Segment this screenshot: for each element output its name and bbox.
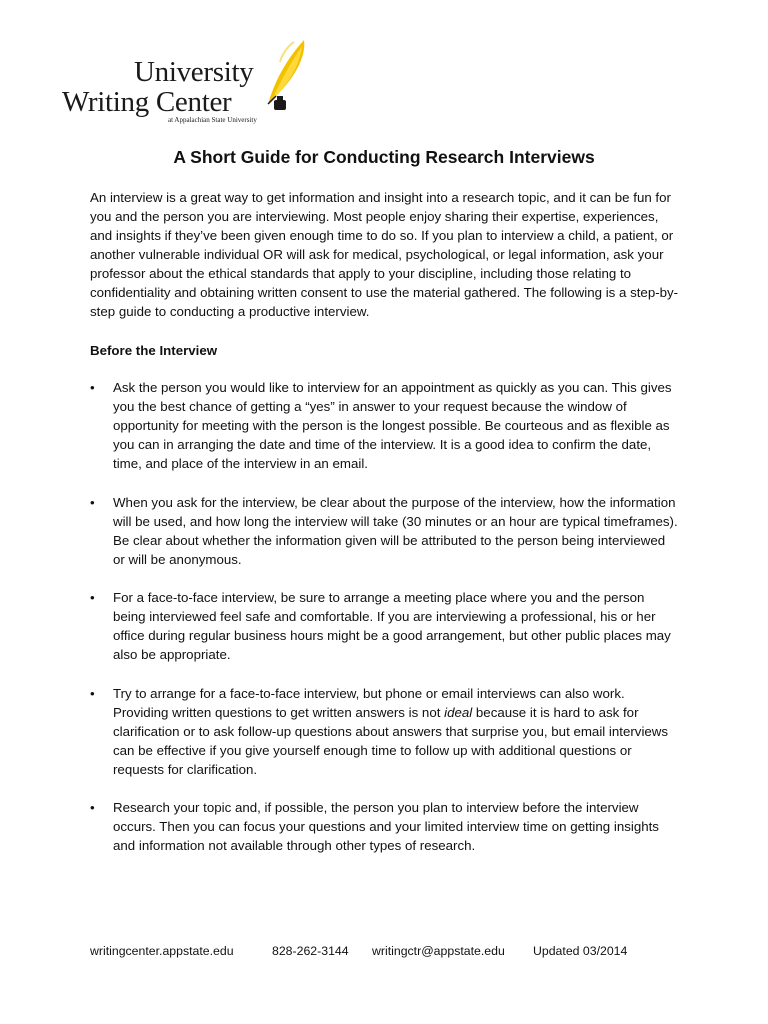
footer-email: writingctr@appstate.edu: [372, 944, 505, 958]
bullet-text: Ask the person you would like to interview for an appointment as quickly as you can. This gives you the best chance of getting a “yes” in answer to your request because the window of opportunity for meeting with the person is the longest possible. Be courteous and as flexible as you can in arranging the date and time of the interview. It is a good idea to confirm the date, time, and place of the interview in an email.: [113, 380, 672, 471]
quill-and-inkwell-icon: [254, 34, 310, 114]
bullet-text: When you ask for the interview, be clear about the purpose of the interview, how the information will be used, and how long the interview will take (30 minutes or an hour are typical timeframes). Be clear about whether the information given will be attributed to the person being interviewed or will be anonymous.: [113, 495, 678, 567]
bullet-text: For a face-to-face interview, be sure to arrange a meeting place where you and the person being interviewed feel safe and comfortable. If you are interviewing a professional, his or her office during regular business hours might be a good arrangement, but other public places may also be appropriate.: [113, 590, 671, 662]
bullet-text-part: because it is hard to ask for clarification or to ask follow-up questions about answers that surprise you, but email interviews can be effective if you give yourself enough time to follow up with additional questions or requests for clarification.: [113, 705, 669, 777]
page-title: A Short Guide for Conducting Research Interviews: [173, 147, 595, 167]
bullet-text: [113, 684, 680, 779]
footer-website: writingcenter.appstate.edu: [90, 944, 234, 958]
logo-university-text: University: [134, 56, 254, 88]
logo-subtitle: at Appalachian State University: [168, 116, 257, 124]
footer-updated-date: Updated 03/2014: [533, 944, 628, 958]
bullet-icon: •: [90, 590, 95, 605]
logo-writing-center-text: Writing Center: [62, 86, 232, 118]
footer-phone: 828-262-3144: [272, 944, 349, 958]
bullet-icon: •: [90, 495, 95, 510]
intro-paragraph: An interview is a great way to get information and insight into a research topic, and it can be fun for you and the person you are interviewing. Most people enjoy sharing their expertise, experiences, and insights if they’ve been given enough time to do so. If you plan to interview a child, a patient, or another vulnerable individual OR will ask for medical, psychological, or legal information, ask your professor about the ethical standards that apply to your discipline, including those relating to confidentiality and obtaining written consent to use the material gathered. The following is a step-by-step guide to conducting a productive interview.: [90, 190, 679, 319]
footer: [90, 942, 690, 961]
bullet-icon: •: [90, 380, 95, 395]
bullet-text: Research your topic and, if possible, the person you plan to interview before the interview occurs. Then you can focus your questions and your limited interview time on getting insights and information not available through other types of research.: [113, 800, 659, 853]
bullet-icon: •: [90, 686, 95, 701]
bullet-text-part: Try to arrange for a face-to-face interview, but phone or email interviews can also work. Providing written questions to get written answers is not: [113, 686, 625, 720]
section-heading: Before the Interview: [90, 343, 218, 358]
university-writing-center-logo: [60, 34, 310, 130]
bullet-icon: •: [90, 800, 95, 815]
emphasis-text: ideal: [444, 705, 473, 720]
